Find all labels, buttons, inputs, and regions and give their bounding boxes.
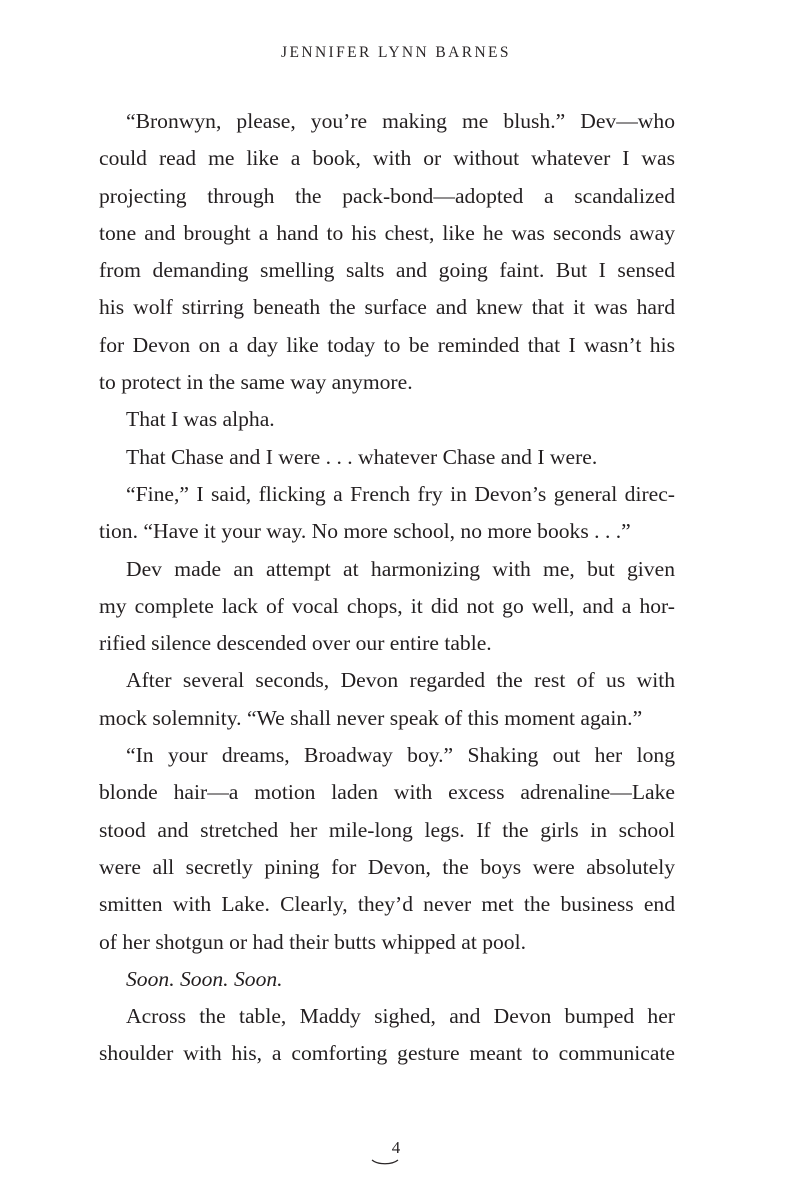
text-line: Soon. Soon. Soon. xyxy=(126,966,283,991)
text-line: mock solemnity. “We shall never speak of this moment again.” xyxy=(99,705,643,730)
text-line: stood and stretched her mile-long legs. If the girls in school xyxy=(99,817,675,842)
text-line: After several seconds, Devon regarded the rest of us with xyxy=(126,668,675,693)
text-line: Across the table, Maddy sighed, and Devon bumped her xyxy=(126,1004,675,1029)
text-line: “Bronwyn, please, you’re making me blush.” Dev—who xyxy=(126,109,675,133)
text-line: That Chase and I were . . . whatever Chase and I were. xyxy=(126,444,598,469)
running-head-author: JENNIFER LYNN BARNES xyxy=(281,44,511,61)
text-line: smitten with Lake. Clearly, they’d never met the business end xyxy=(99,892,675,917)
text-line: tone and brought a hand to his chest, like he was seconds away xyxy=(99,220,675,245)
text-line: of her shotgun or had their butts whipped at pool. xyxy=(99,929,527,954)
text-line: my complete lack of vocal chops, it did not go well, and a hor- xyxy=(99,593,675,618)
text-line: from demanding smelling salts and going faint. But I sensed xyxy=(99,258,675,283)
text-line: “Fine,” I said, flicking a French fry in Devon’s general direc- xyxy=(126,481,675,506)
text-line: were all secretly pining for Devon, the boys were absolutely xyxy=(99,854,675,879)
text-line: shoulder with his, a comforting gesture meant to communicate xyxy=(99,1041,675,1066)
text-line: Dev made an attempt at harmonizing with me, but given xyxy=(126,556,675,581)
text-line: rified silence descended over our entire table. xyxy=(99,631,492,656)
text-line: tion. “Have it your way. No more school, no more books . . .” xyxy=(99,519,631,544)
body-text xyxy=(99,103,675,1073)
text-line: to protect in the same way anymore. xyxy=(99,370,413,395)
text-line: blonde hair—a motion laden with excess adrenaline—Lake xyxy=(99,780,675,805)
text-line: his wolf stirring beneath the surface and knew that it was hard xyxy=(99,295,675,320)
text-line: That I was alpha. xyxy=(126,407,275,432)
text-line: for Devon on a day like today to be reminded that I wasn’t his xyxy=(99,332,675,357)
text-line: projecting through the pack-bond—adopted a scandalized xyxy=(99,183,675,208)
text-line: “In your dreams, Broadway boy.” Shaking out her long xyxy=(126,743,675,768)
page-number: 4 xyxy=(391,1138,401,1157)
text-line: could read me like a book, with or without whatever I was xyxy=(99,146,675,171)
folio-ornament-icon xyxy=(371,1158,399,1166)
